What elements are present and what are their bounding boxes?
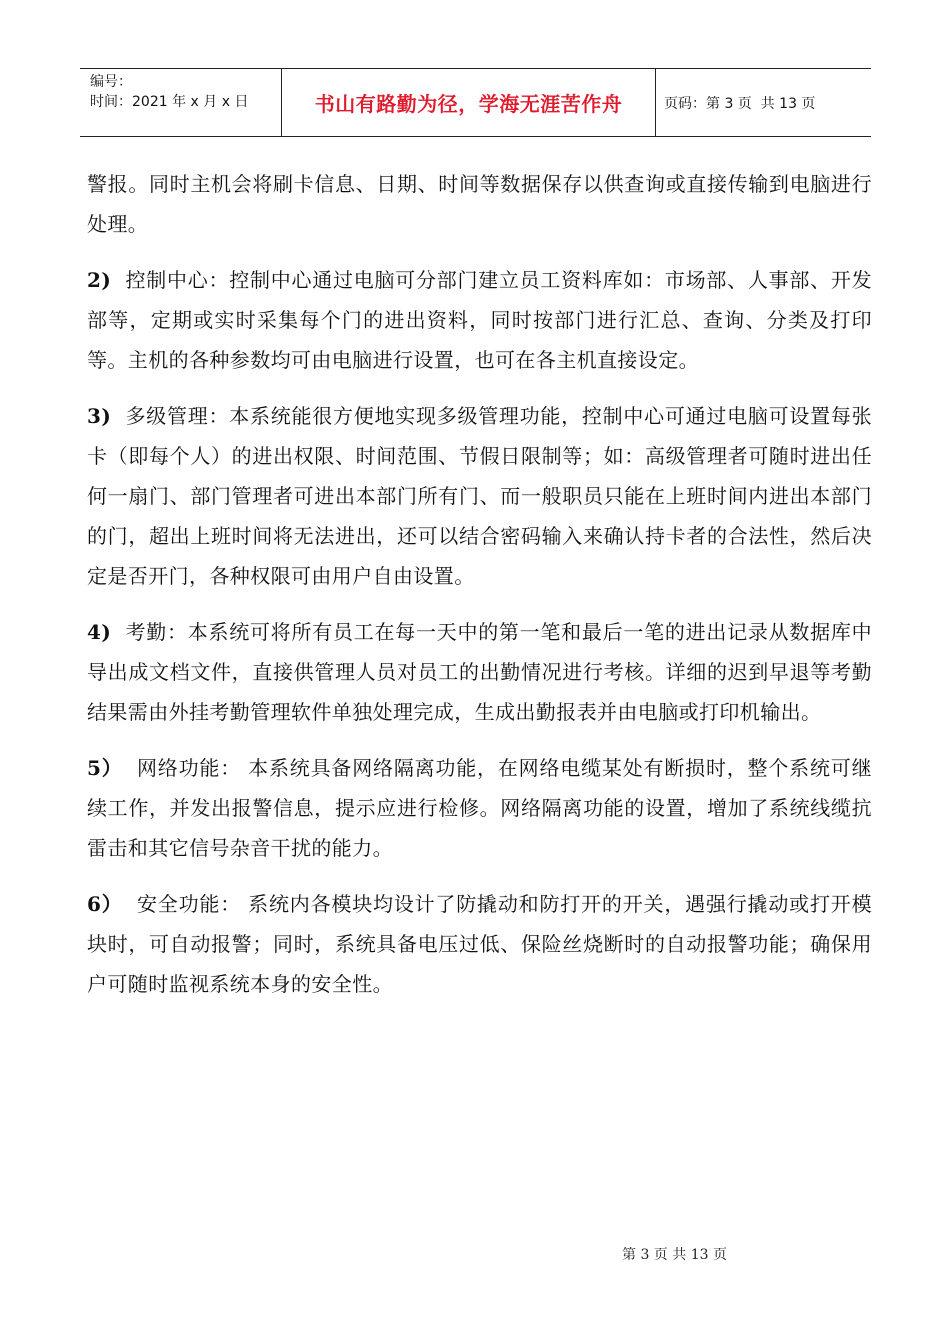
- item-number: 6）: [87, 892, 123, 916]
- header-page-info: 页码：第 3 页 共 13 页: [664, 95, 816, 112]
- item-number: 4): [87, 620, 112, 644]
- item-number: 5）: [87, 756, 123, 780]
- item-paragraph: [87, 396, 872, 596]
- number-label: 编号：: [90, 74, 132, 90]
- page-header: [80, 68, 871, 137]
- item-number: 3): [87, 404, 112, 428]
- item-paragraph: [87, 260, 872, 380]
- document-body: [87, 164, 872, 1020]
- item-text: 考勤：本系统可将所有员工在每一天中的第一笔和最后一笔的进出记录从数据库中导出成文档文件，直接供管理人员对员工的出勤情况进行考核。详细的迟到早退等考勤结果需由外挂考勤管理软件单独处理完成，生成出勤报表并由电脑或打印机输出。: [87, 620, 872, 724]
- item-number: 2): [87, 268, 112, 292]
- item-text: 安全功能： 系统内各模块均设计了防撬动和防打开的开关，遇强行撬动或打开模块时，可自动报警；同时，系统具备电压过低、保险丝烧断时的自动报警功能；确保用户可随时监视系统本身的安全性。: [87, 892, 873, 996]
- item-text: 控制中心：控制中心通过电脑可分部门建立员工资料库如：市场部、人事部、开发部等，定期或实时采集每个门的进出资料，同时按部门进行汇总、查询、分类及打印等。主机的各种参数均可由电脑进行设置，也可在各主机直接设定。: [87, 268, 872, 372]
- header-motto: 书山有路勤为径，学海无涯苦作舟: [282, 69, 656, 136]
- item-paragraph: [87, 884, 872, 1004]
- item-text: 网络功能： 本系统具备网络隔离功能，在网络电缆某处有断损时，整个系统可继续工作，并发出报警信息，提示应进行检修。网络隔离功能的设置，增加了系统线缆抗雷击和其它信号杂音干扰的能力。: [87, 756, 873, 860]
- item-text: 多级管理：本系统能很方便地实现多级管理功能，控制中心可通过电脑可设置每张卡（即每个人）的进出权限、时间范围、节假日限制等；如：高级管理者可随时进出任何一扇门、部门管理者可进出本部门所有门、而一般职员只能在上班时间内进出本部门的门，超出上班时间将无法进出，还可以结合密码输入来确认持卡者的合法性，然后决定是否开门，各种权限可由用户自由设置。: [87, 404, 872, 588]
- item-paragraph: [87, 748, 872, 868]
- page-footer: 第 3 页 共 13 页: [622, 1247, 727, 1263]
- header-meta-cell: [80, 69, 282, 136]
- time-label: 时间：2021 年 x 月 x 日: [90, 94, 249, 110]
- item-paragraph: [87, 612, 872, 732]
- intro-paragraph: 警报。同时主机会将刷卡信息、日期、时间等数据保存以供查询或直接传输到电脑进行处理。: [87, 172, 872, 236]
